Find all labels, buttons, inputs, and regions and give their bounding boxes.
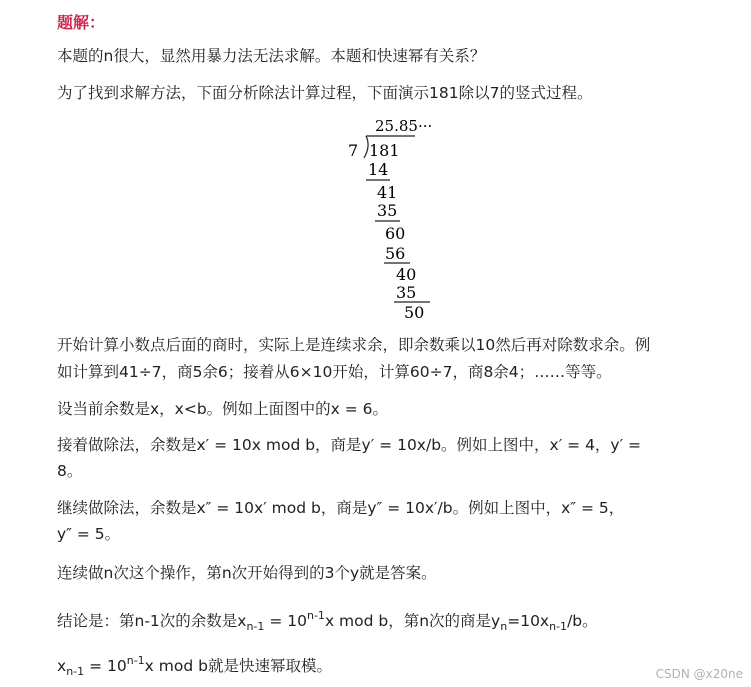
fast-power-sup-b: n-1 <box>126 654 145 667</box>
step-35a: 35 <box>377 201 398 220</box>
dividend-text: 181 <box>369 141 400 160</box>
conclusion-text-a: 结论是：第n-1次的余数是x <box>57 612 247 630</box>
section-heading: 题解： <box>57 13 106 32</box>
fast-power-text-c: x mod b就是快速幂取模。 <box>144 657 332 675</box>
conclusion-text-b: = 10 <box>264 612 307 630</box>
paragraph-current-remainder: 设当前余数是x，x<b。例如上面图中的x = 6。 <box>57 400 389 418</box>
division-bracket <box>364 136 368 158</box>
conclusion-sup-b: n-1 <box>306 609 325 622</box>
long-division-figure <box>340 112 450 322</box>
conclusion-sub-c: n <box>500 620 508 633</box>
paragraph-fast-power <box>57 649 332 684</box>
paragraph-continuous-remainder-2: 如计算到41÷7，商5余6；接着从6×10开始，计算60÷7，商8余4；……等等。 <box>57 363 612 381</box>
conclusion-text-e: /b。 <box>567 612 598 630</box>
step-41: 41 <box>377 183 398 202</box>
paragraph-next-step-2: 8。 <box>57 462 83 480</box>
paragraph-second-step-1: 继续做除法，余数是x″ = 10x′ mod b，商是y″ = 10x′/b。例如上图中，x″ = 5， <box>57 499 625 517</box>
paragraph-next-step-1: 接着做除法，余数是x′ = 10x mod b，商是y′ = 10x/b。例如上图中，x′ = 4，y′ = <box>57 436 642 454</box>
step-56: 56 <box>385 244 406 263</box>
paragraph-conclusion <box>57 604 598 639</box>
conclusion-text-c: x mod b，第n次的商是y <box>324 612 501 630</box>
paragraph-method: 为了找到求解方法，下面分析除法计算过程，下面演示181除以7的竖式过程。 <box>57 84 593 102</box>
paragraph-repeat: 连续做n次这个操作，第n次开始得到的3个y就是答案。 <box>57 564 437 582</box>
step-40: 40 <box>396 265 417 284</box>
paragraph-intro: 本题的n很大，显然用暴力法无法求解。本题和快速幂有关系？ <box>57 47 486 65</box>
step-50: 50 <box>404 303 425 322</box>
divisor-text: 7 <box>348 141 359 160</box>
csdn-watermark: CSDN @x20ne <box>655 667 743 681</box>
paragraph-second-step-2: y″ = 5。 <box>57 525 121 543</box>
conclusion-sub-a: n-1 <box>246 620 265 633</box>
step-35b: 35 <box>396 283 417 302</box>
fast-power-text-b: = 10 <box>84 657 127 675</box>
step-60: 60 <box>385 224 406 243</box>
conclusion-text-d: =10x <box>507 612 550 630</box>
quotient-text: 25.85··· <box>375 117 433 135</box>
fast-power-text-a: x <box>57 657 67 675</box>
step-14: 14 <box>368 160 389 179</box>
fast-power-sub-a: n-1 <box>66 665 85 678</box>
paragraph-continuous-remainder-1: 开始计算小数点后面的商时，实际上是连续求余，即余数乘以10然后再对除数求余。例 <box>57 336 651 354</box>
conclusion-sub-d: n-1 <box>549 620 568 633</box>
